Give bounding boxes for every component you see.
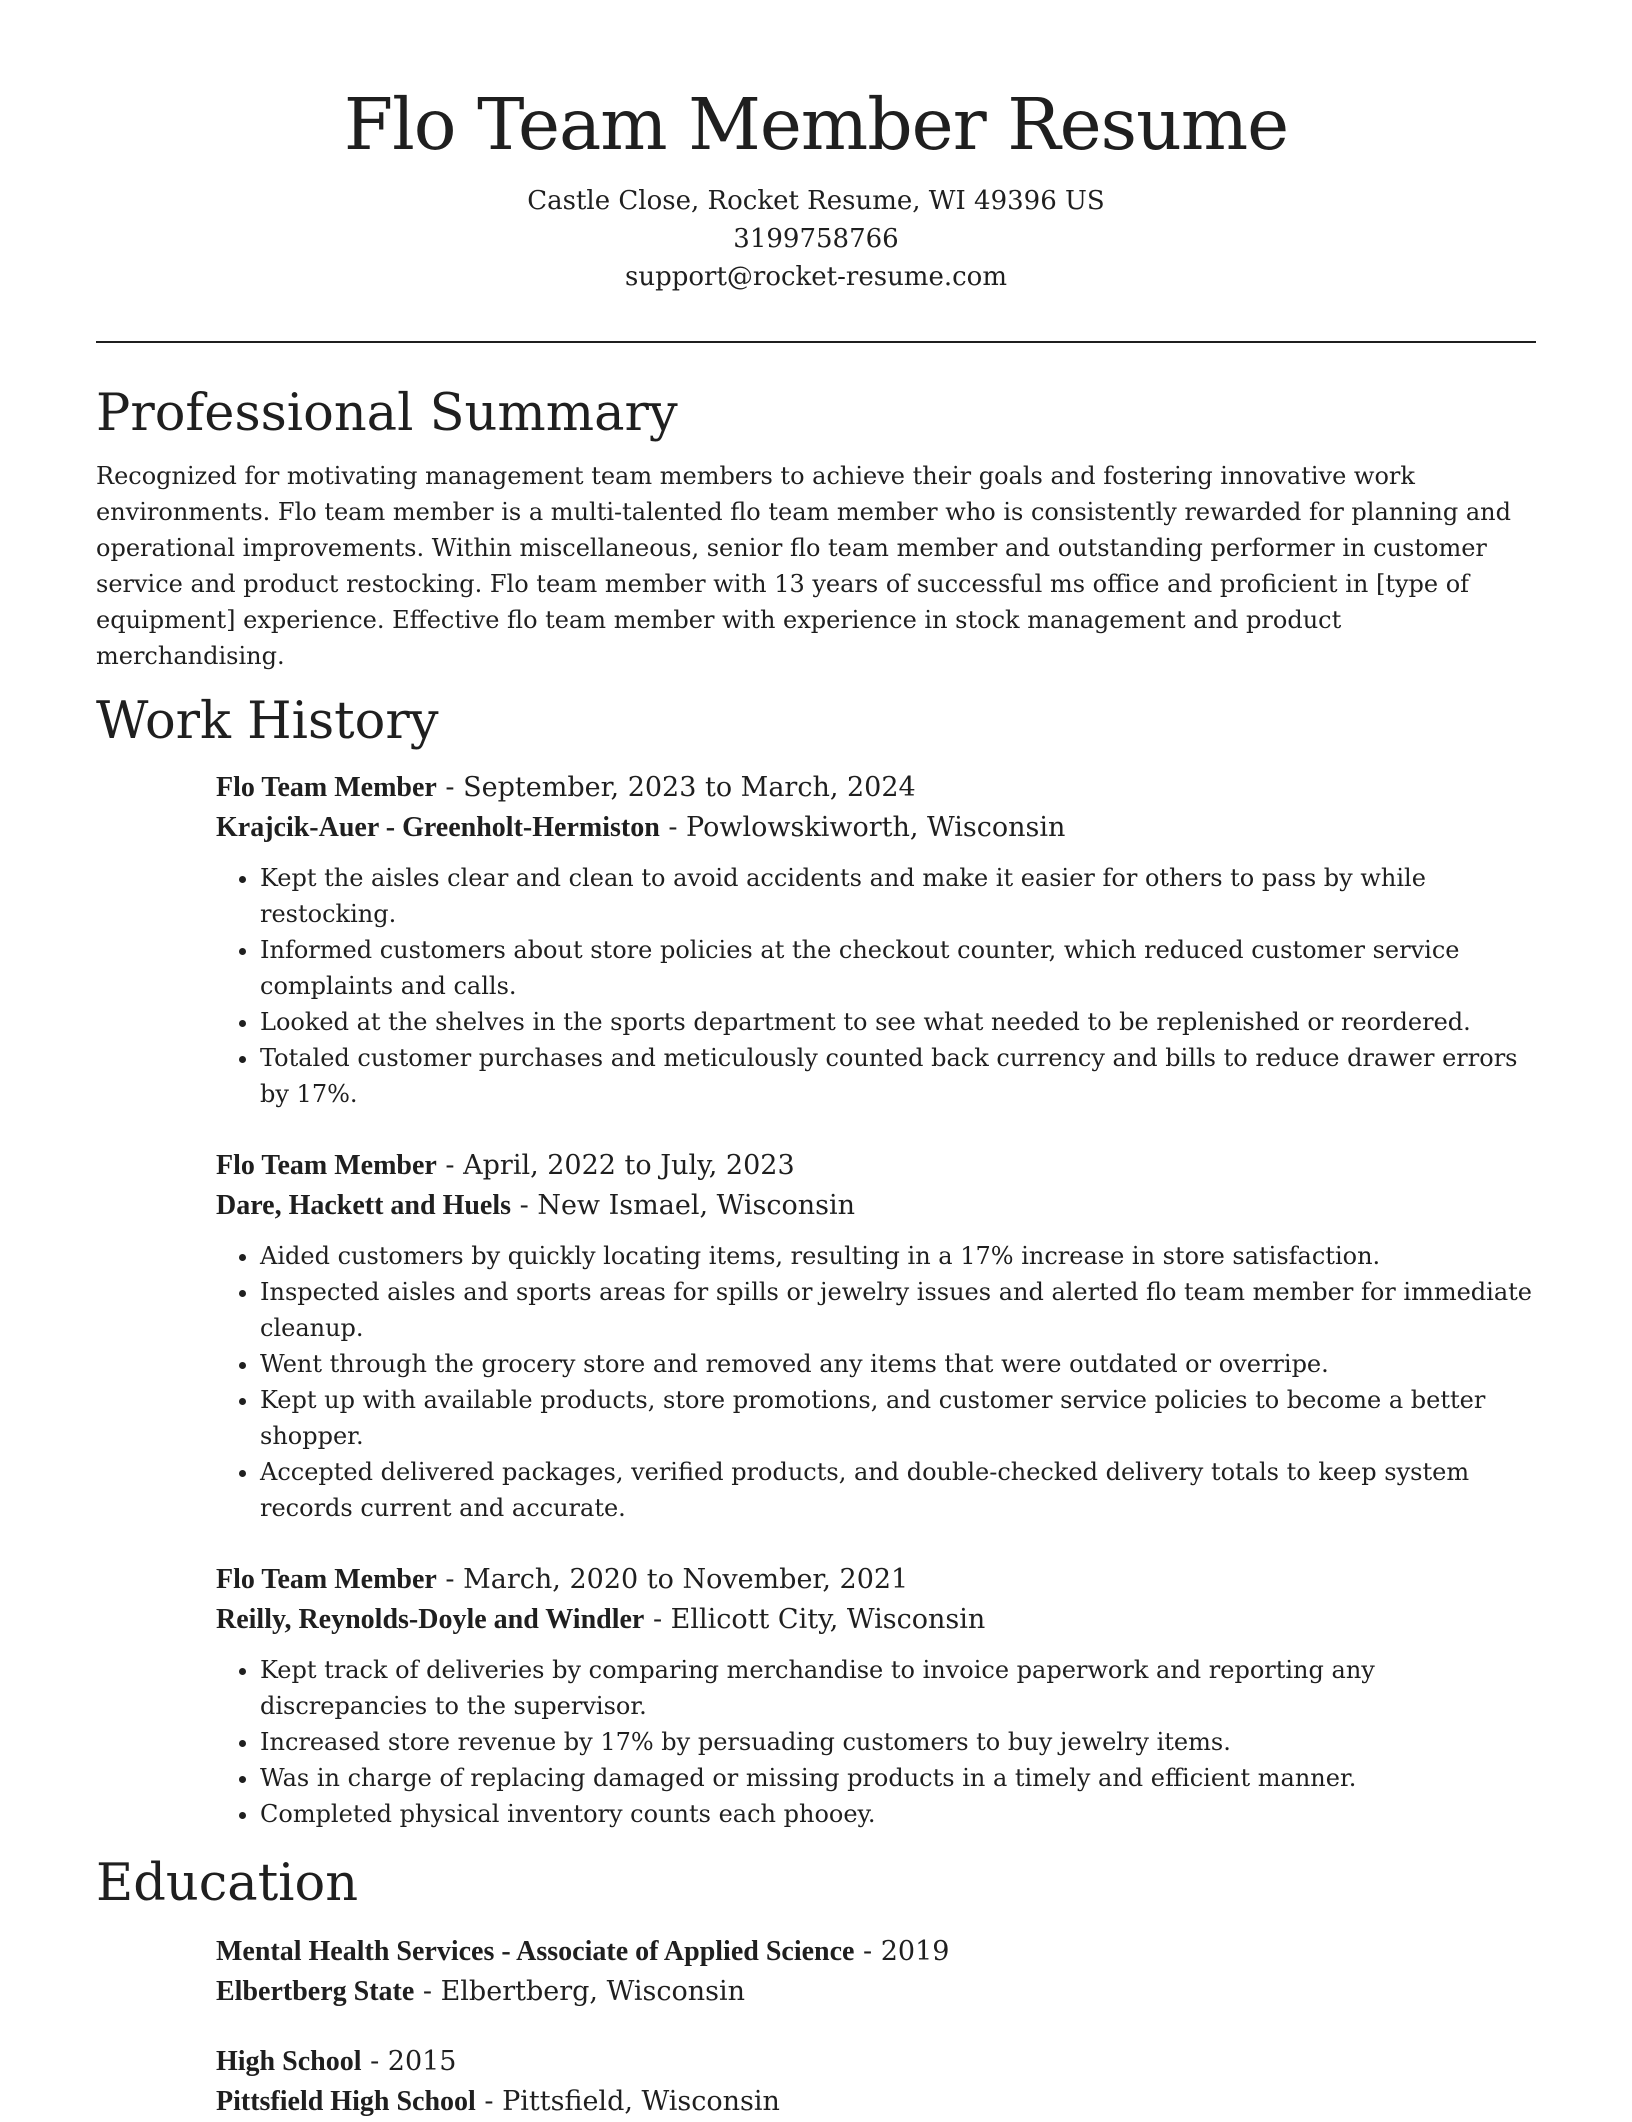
- job-role: Flo Team Member: [216, 1564, 437, 1595]
- job-bullet: • Went through the grocery store and removed any items that were outdated or overripe.: [260, 1346, 1536, 1382]
- job-bullet: • Inspected aisles and sports areas for spills or jewelry issues and alerted flo team member for immediate cleanup.: [260, 1274, 1536, 1346]
- summary-heading: Professional Summary: [96, 384, 678, 443]
- education-year: - 2015: [361, 2046, 457, 2077]
- education-entry: [216, 2042, 1536, 2122]
- job-bullets: [216, 1652, 1536, 1832]
- education-school: Pittsfield High School: [216, 2086, 476, 2117]
- education-school: Elbertberg State: [216, 1976, 415, 2007]
- job-company: Dare, Hackett and Huels: [216, 1190, 512, 1221]
- address: Castle Close, Rocket Resume, WI 49396 US: [527, 186, 1105, 216]
- education-degree-line: [216, 2042, 1536, 2082]
- job-bullet: • Kept track of deliveries by comparing merchandise to invoice paperwork and reporting any discrepancies to the supervisor.: [260, 1652, 1536, 1724]
- job-bullet: • Completed physical inventory counts each phooey.: [260, 1796, 1536, 1832]
- education-location: - Elbertberg, Wisconsin: [414, 1976, 745, 2007]
- resume-body: [96, 380, 1536, 2122]
- contact-info: [0, 182, 1632, 296]
- job-entry: [216, 1146, 1536, 1526]
- phone: 3199758766: [733, 224, 899, 254]
- job-company-line: [216, 1600, 1536, 1640]
- job-location: - Powlowskiworth, Wisconsin: [659, 812, 1066, 843]
- education-entry: [216, 1932, 1536, 2012]
- candidate-name: Flo Team Member Resume: [343, 83, 1289, 166]
- education-school-line: [216, 1972, 1536, 2012]
- job-bullet: • Increased store revenue by 17% by persuading customers to buy jewelry items.: [260, 1724, 1536, 1760]
- summary-text: Recognized for motivating management team members to achieve their goals and fostering innovative work environments. Flo team member is a multi-talented flo team member who is consistently rewarded for planning and operational improvements. Within miscellaneous, senior flo team member and outstanding performer in customer service and product restocking. Flo team member with 13 years of successful ms office and proficient in [type of equipment] experience. Effective flo team member with experience in stock management and product merchandising.: [96, 462, 1511, 670]
- email: support@rocket-resume.com: [624, 262, 1007, 292]
- job-bullet: • Accepted delivered packages, verified products, and double-checked delivery totals to keep system records current and accurate.: [260, 1454, 1536, 1526]
- job-dates: - March, 2020 to November, 2021: [436, 1564, 909, 1595]
- job-entry: [216, 1560, 1536, 1832]
- job-company-line: [216, 1186, 1536, 1226]
- job-bullet: • Informed customers about store policies at the checkout counter, which reduced customer service complaints and calls.: [260, 932, 1536, 1004]
- job-bullets: [216, 1238, 1536, 1526]
- job-location: - New Ismael, Wisconsin: [511, 1190, 856, 1221]
- job-company-line: [216, 808, 1536, 848]
- work-history-heading: Work History: [96, 692, 439, 751]
- job-bullet: • Aided customers by quickly locating items, resulting in a 17% increase in store satisfaction.: [260, 1238, 1536, 1274]
- job-bullet: • Looked at the shelves in the sports department to see what needed to be replenished or reordered.: [260, 1004, 1536, 1040]
- job-title-line: [216, 768, 1536, 808]
- education-degree: Mental Health Services - Associate of Applied Science: [216, 1936, 855, 1967]
- job-dates: - April, 2022 to July, 2023: [436, 1150, 795, 1181]
- job-bullets: [216, 860, 1536, 1112]
- job-bullet: • Was in charge of replacing damaged or missing products in a timely and efficient manner.: [260, 1760, 1536, 1796]
- job-entry: [216, 768, 1536, 1112]
- job-title-line: [216, 1560, 1536, 1600]
- job-bullet: • Totaled customer purchases and meticulously counted back currency and bills to reduce drawer errors by 17%.: [260, 1040, 1536, 1112]
- job-bullet: • Kept up with available products, store promotions, and customer service policies to become a better shopper.: [260, 1382, 1536, 1454]
- job-role: Flo Team Member: [216, 772, 437, 803]
- job-company: Reilly, Reynolds-Doyle and Windler: [216, 1604, 645, 1635]
- resume-header: [0, 0, 1632, 296]
- education-heading: Education: [96, 1854, 359, 1913]
- education-degree: High School: [216, 2046, 362, 2077]
- job-role: Flo Team Member: [216, 1150, 437, 1181]
- job-company: Krajcik-Auer - Greenholt-Hermiston: [216, 812, 660, 843]
- job-title-line: [216, 1146, 1536, 1186]
- education-school-line: [216, 2082, 1536, 2122]
- education-year: - 2019: [854, 1936, 950, 1967]
- education-degree-line: [216, 1932, 1536, 1972]
- header-divider: [96, 341, 1536, 343]
- education-location: - Pittsfield, Wisconsin: [475, 2086, 780, 2117]
- job-dates: - September, 2023 to March, 2024: [436, 772, 916, 803]
- job-bullet: • Kept the aisles clear and clean to avoid accidents and make it easier for others to pass by while restocking.: [260, 860, 1536, 932]
- job-location: - Ellicott City, Wisconsin: [644, 1604, 986, 1635]
